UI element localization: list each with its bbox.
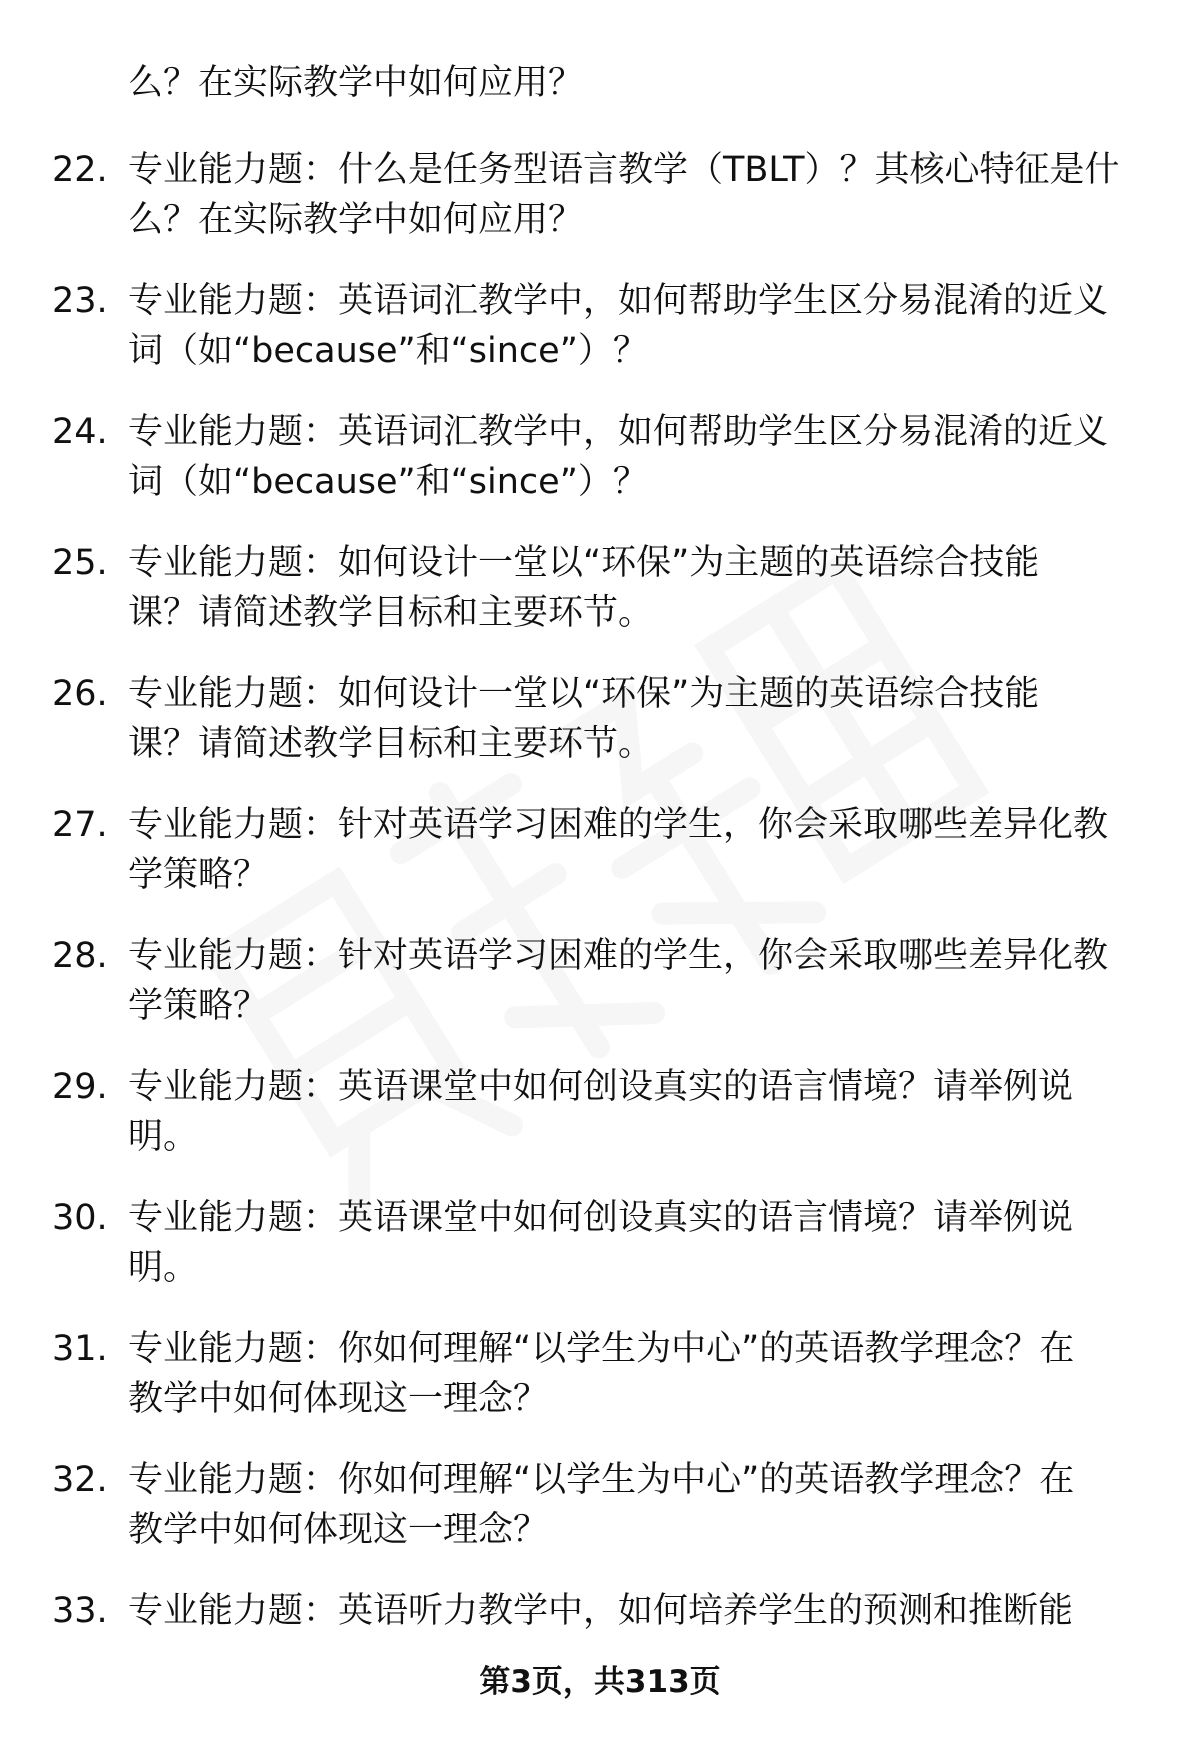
list-item [0, 1319, 1200, 1450]
question-list [0, 140, 1200, 1712]
list-item [0, 533, 1200, 664]
question-number: 27. [52, 805, 108, 845]
question-text: 专业能力题：英语听力教学中，如何培养学生的预测和推断能 [128, 1591, 1074, 1631]
question-number: 22. [52, 150, 108, 190]
question-text: 专业能力题：针对英语学习困难的学生，你会采取哪些差异化教 学策略？ [128, 805, 1109, 895]
question-text: 专业能力题：英语词汇教学中，如何帮助学生区分易混淆的近义 词（如“because”和“since”）？ [128, 281, 1109, 371]
question-number: 28. [52, 936, 108, 976]
list-item [0, 1057, 1200, 1188]
list-item [0, 402, 1200, 533]
question-number: 29. [52, 1067, 108, 1107]
list-item [0, 795, 1200, 926]
question-number: 30. [52, 1198, 108, 1238]
question-text: 专业能力题：英语词汇教学中，如何帮助学生区分易混淆的近义 词（如“because”和“since”）？ [128, 412, 1109, 502]
list-item [0, 271, 1200, 402]
list-item [0, 1450, 1200, 1581]
question-number: 32. [52, 1460, 108, 1500]
question-number: 23. [52, 281, 108, 321]
question-text: 专业能力题：英语课堂中如何创设真实的语言情境？请举例说 明。 [128, 1198, 1074, 1288]
question-text: 专业能力题：如何设计一堂以“环保”为主题的英语综合技能 课？请简述教学目标和主要环节。 [128, 543, 1040, 633]
list-item [0, 1188, 1200, 1319]
question-number: 25. [52, 543, 108, 583]
question-text: 专业能力题：你如何理解“以学生为中心”的英语教学理念？在 教学中如何体现这一理念？ [128, 1460, 1075, 1550]
question-number: 31. [52, 1329, 108, 1369]
question-number: 33. [52, 1591, 108, 1631]
question-text: 专业能力题：针对英语学习困难的学生，你会采取哪些差异化教 学策略？ [128, 936, 1109, 1026]
continued-question-text: 么？在实际教学中如何应用？ [128, 63, 584, 103]
list-item [0, 140, 1200, 271]
question-text: 专业能力题：你如何理解“以学生为中心”的英语教学理念？在 教学中如何体现这一理念？ [128, 1329, 1075, 1419]
question-number: 24. [52, 412, 108, 452]
question-number: 26. [52, 674, 108, 714]
list-item [0, 664, 1200, 795]
page-footer: 第3页，共313页 [479, 1664, 721, 1700]
question-text: 专业能力题：如何设计一堂以“环保”为主题的英语综合技能 课？请简述教学目标和主要环节。 [128, 674, 1040, 764]
list-item [0, 926, 1200, 1057]
question-text: 专业能力题：什么是任务型语言教学（TBLT）？其核心特征是什 么？在实际教学中如何应用？ [128, 150, 1120, 240]
question-text: 专业能力题：英语课堂中如何创设真实的语言情境？请举例说 明。 [128, 1067, 1074, 1157]
